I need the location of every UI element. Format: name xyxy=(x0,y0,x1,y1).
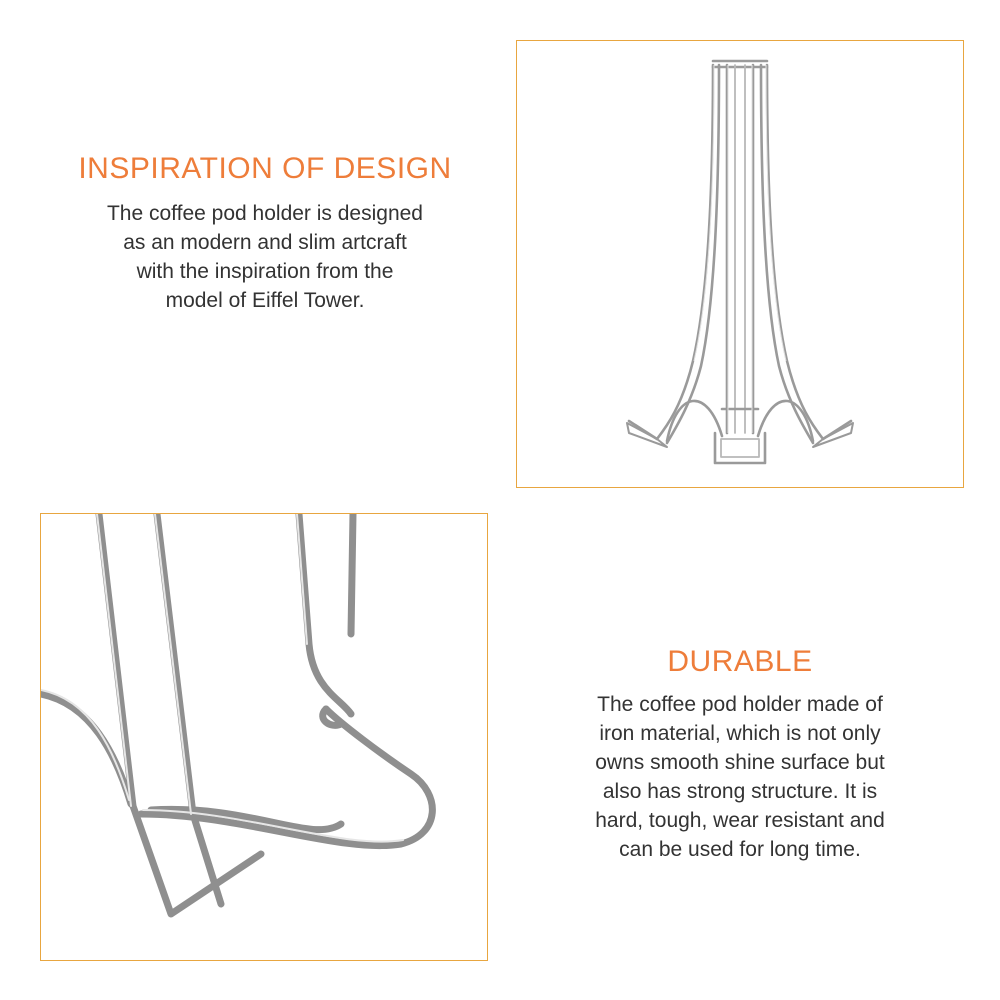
coffee-pod-holder-image xyxy=(517,41,964,488)
inspiration-description: The coffee pod holder is designed as an modern and slim artcraft with the inspiration from the model of Eiffel Tower. xyxy=(106,202,423,312)
closeup-photo-frame xyxy=(40,513,488,961)
durable-description: The coffee pod holder made of iron material, which is not only owns smooth shine surface but also has strong structure. It is hard, tough, wear resistant and can be used for long time. xyxy=(595,693,885,861)
durable-heading: DURABLE xyxy=(667,645,813,678)
inspiration-heading: INSPIRATION OF DESIGN xyxy=(78,152,452,185)
coffee-pod-holder-closeup-image xyxy=(41,514,488,961)
tower-photo-frame xyxy=(516,40,964,488)
